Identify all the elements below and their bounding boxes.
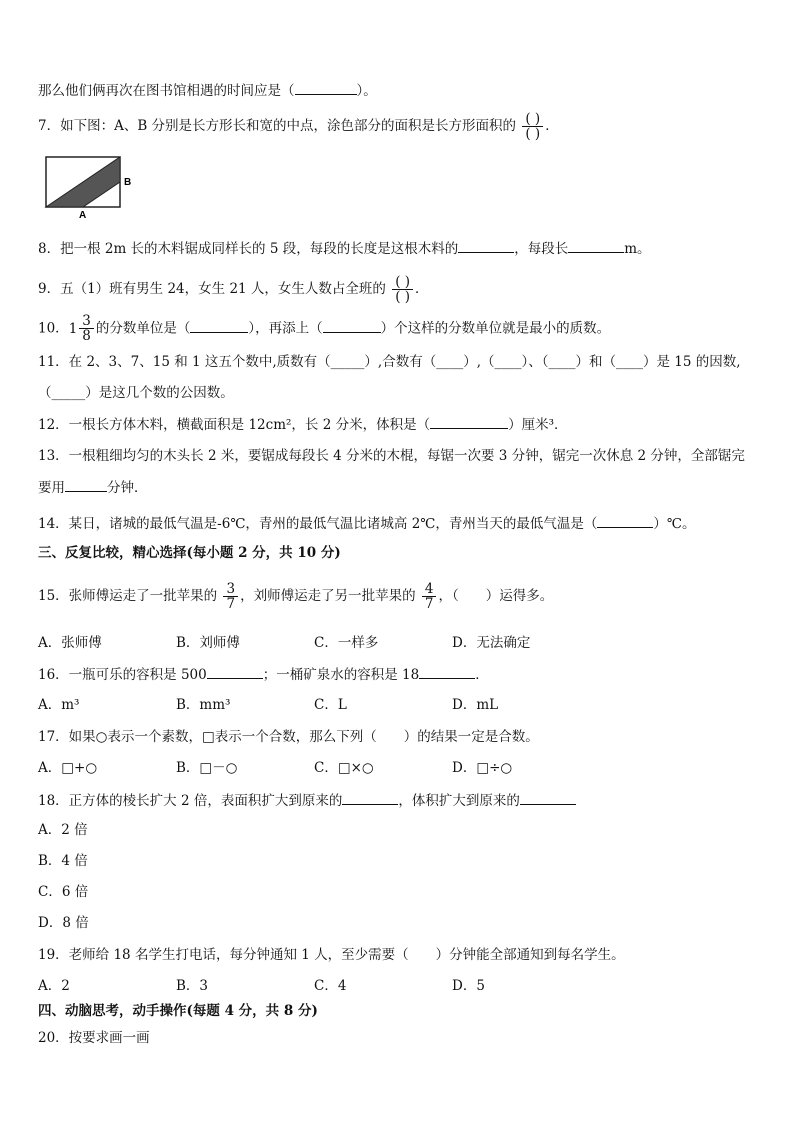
fraction: $\frac{4}{7}$	[422, 582, 437, 611]
option-c: C．□×○	[314, 760, 374, 776]
option-c: C．一样多	[314, 635, 379, 651]
answer-blank	[65, 477, 107, 492]
label-b: B	[124, 177, 132, 188]
question-11-line2: （_____）是这几个数的公因数。	[38, 385, 234, 401]
answer-blank	[597, 513, 653, 528]
question-13-line2: 要用 分钟．	[38, 477, 148, 498]
fraction-blank: $\frac{( )}{( )}$	[392, 275, 413, 304]
section-4-heading: 四、动脑思考，动手操作(每题 4 分，共 8 分)	[38, 1003, 318, 1019]
question-8: 8．把一根 2m 长的木料锯成同样长的 5 段，每段的长度是这根木料的 ，每段长 m。	[38, 238, 651, 259]
option-d: D．无法确定	[452, 635, 531, 651]
question-14: 14．某日，诸城的最低气温是-6℃，青州的最低气温比诸城高 2℃，青州当天的最低气温是（ ）℃。	[38, 513, 696, 534]
option-d: D．mL	[452, 697, 499, 713]
answer-blank	[190, 318, 248, 333]
option-a: A．张师傅	[38, 635, 102, 651]
option-b: B．3	[176, 978, 209, 994]
question-12: 12．一根长方体木料，横截面积是 12cm²，长 2 分米，体积是（ ）厘米³．	[38, 414, 568, 435]
option-b: B．□－○	[176, 760, 238, 776]
option-c: C．6 倍	[38, 884, 89, 900]
answer-blank	[520, 790, 576, 805]
option-a: A．□+○	[38, 760, 98, 776]
option-b: B．4 倍	[38, 853, 88, 869]
answer-blank	[430, 414, 508, 429]
question-11-line1: 11．在 2、3、7、15 和 1 这五个数中,质数有（_____）,合数有（____）,（____）、（____）和（____）是 15 的因数,	[38, 354, 741, 370]
answer-blank	[419, 664, 475, 679]
answer-blank	[458, 238, 514, 253]
question-16: 16．一瓶可乐的容积是 500 ；一桶矿泉水的容积是 18 ．	[38, 664, 489, 685]
answer-blank	[568, 238, 624, 253]
option-a: A．2	[38, 978, 70, 994]
question-19: 19．老师给 18 名学生打电话，每分钟通知 1 人，至少需要（ ）分钟能全部通知到每名学生。	[38, 947, 625, 963]
answer-blank	[323, 318, 381, 333]
fraction: $\frac{3}{7}$	[223, 582, 238, 611]
question-15: 15．张师傅运走了一批苹果的 $\frac{3}{7}$ ，刘师傅运走了另一批苹果的 $\frac{4}{7}$ ，（ ）运得多。	[38, 581, 554, 612]
option-a: A．m³	[38, 697, 80, 713]
question-10: 10． 1 $\frac{3}{8}$ 的分数单位是（ ），再添上（ ）个这样的分数单位就是最小的质数。	[38, 313, 611, 344]
option-d: D．□÷○	[452, 760, 513, 776]
answer-blank	[342, 790, 398, 805]
option-b: B．刘师傅	[176, 635, 240, 651]
option-c: C．L	[314, 697, 347, 713]
question-17: 17．如果○表示一个素数，□表示一个合数，那么下列（ ）的结果一定是合数。	[38, 729, 539, 745]
option-d: D．5	[452, 978, 485, 994]
question-9: 9．五（1）班有男生 24，女生 21 人，女生人数占全班的 $\frac{( )}{( )}$ ．	[38, 274, 429, 305]
label-a: A	[79, 210, 87, 221]
answer-blank	[207, 664, 263, 679]
section-3-heading: 三、反复比较，精心选择(每小题 2 分，共 10 分)	[38, 545, 341, 561]
question-13-line1: 13．一根粗细均匀的木头长 2 米，要锯成每段长 4 分米的木棍，每锯一次要 3 分钟，锯完一次休息 2 分钟，全部锯完	[38, 448, 745, 464]
question-7: 7．如下图：A、B 分别是长方形长和宽的中点，涂色部分的面积是长方形面积的 $\frac{( )}{( )}$ ．	[38, 111, 559, 142]
option-a: A．2 倍	[38, 822, 88, 838]
question-18: 18．正方体的棱长扩大 2 倍，表面积扩大到原来的 ，体积扩大到原来的	[38, 790, 576, 811]
fraction-blank: $\frac{( )}{( )}$	[522, 112, 543, 141]
option-b: B．mm³	[176, 697, 231, 713]
question-20: 20．按要求画一画	[38, 1030, 150, 1046]
mixed-number: 1 $\frac{3}{8}$	[69, 314, 96, 343]
answer-blank	[295, 80, 357, 95]
option-d: D．8 倍	[38, 915, 89, 931]
rectangle-figure	[42, 155, 142, 221]
text-line-intro: 那么他们俩再次在图书馆相遇的时间应是（ ）。	[38, 80, 377, 101]
option-c: C．4	[314, 978, 347, 994]
